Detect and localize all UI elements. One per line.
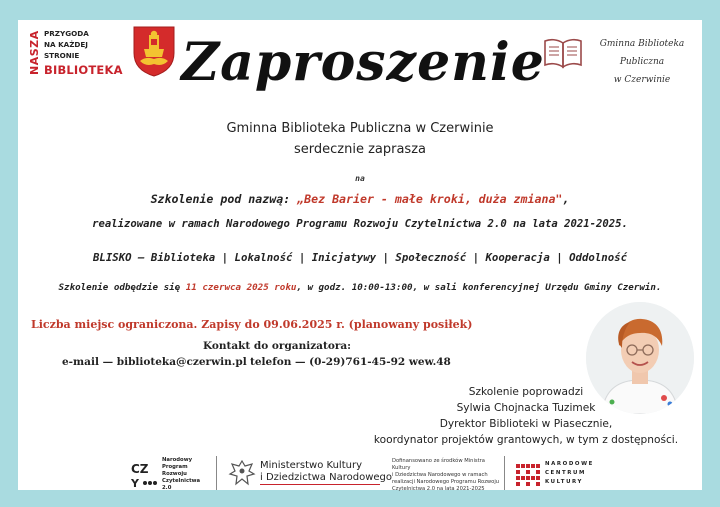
ministry-underline bbox=[260, 484, 380, 485]
date-prefix: Szkolenie odbędzie się bbox=[58, 282, 186, 293]
organizer-invites: serdecznie zaprasza bbox=[293, 142, 426, 157]
page-title: Zaproszenie bbox=[181, 32, 545, 93]
nprc-line: Narodowy bbox=[162, 457, 193, 463]
training-prefix: Szkolenie pod nazwą: bbox=[150, 192, 298, 206]
organizer-block bbox=[18, 118, 702, 160]
nck-logo-icon bbox=[516, 462, 540, 488]
nasza-logo-lines bbox=[44, 28, 89, 61]
values-line: BLISKO – Biblioteka | Lokalność | Inicjatywy | Społeczność | Kooperacja | Oddolność bbox=[92, 251, 628, 264]
ministry-line: i Dziedzictwa Narodowego bbox=[260, 472, 392, 483]
program-line: realizowane w ramach Narodowego Programu Rozwoju Czytelnictwa 2.0 na lata 2021-2025. bbox=[92, 218, 628, 230]
speaker-role: Dyrektor Biblioteki w Piasecznie, bbox=[439, 418, 613, 430]
training-line bbox=[18, 192, 702, 206]
funding-line: realizacji Narodowego Programu Rozwoju bbox=[392, 479, 500, 485]
nprc-logo-text bbox=[162, 457, 200, 492]
nck-logo-text bbox=[545, 460, 594, 487]
date-line bbox=[18, 282, 702, 293]
coat-of-arms-icon bbox=[132, 25, 176, 77]
footer-logos bbox=[120, 452, 600, 498]
funding-line: i Dziedzictwa Narodowego w ramach bbox=[392, 472, 488, 478]
contact-heading: Kontakt do organizatora: bbox=[202, 340, 352, 352]
contact-email[interactable]: e-mail — biblioteka@czerwin.pl bbox=[62, 356, 247, 368]
library-name-line: Gminna Biblioteka Publiczna bbox=[599, 39, 685, 67]
nck-line: KULTURY bbox=[545, 479, 584, 485]
funding-note bbox=[392, 458, 502, 493]
contact-phone[interactable]: telefon — (0-29)761-45-92 wew.48 bbox=[250, 356, 451, 368]
speaker-intro: Szkolenie poprowadzi bbox=[468, 386, 584, 398]
nasza-line: PRZYGODA bbox=[44, 29, 89, 38]
ministry-logo-text bbox=[260, 460, 392, 484]
library-name-line: w Czerwinie bbox=[613, 75, 671, 85]
registration-limit: Liczba miejsc ograniczona. Zapisy do 09.06.2025 r. (planowany posiłek) bbox=[31, 318, 473, 331]
invitation-page bbox=[18, 20, 702, 490]
date-value: 11 czerwca 2025 roku bbox=[185, 282, 297, 293]
svg-text:Y: Y bbox=[131, 477, 139, 490]
nprc-line: Czytelnictwa bbox=[162, 478, 201, 484]
training-name: „Bez Barier - małe kroki, duża zmiana" bbox=[297, 192, 563, 206]
footer-divider bbox=[216, 456, 217, 490]
library-logo-name bbox=[584, 35, 700, 89]
nasza-line: NA KAŻDEJ bbox=[44, 40, 88, 49]
book-icon bbox=[543, 35, 583, 69]
training-suffix: , bbox=[562, 192, 570, 206]
speaker-info bbox=[358, 384, 694, 448]
nprc-line: Rozwoju bbox=[162, 471, 187, 477]
footer-divider bbox=[504, 456, 505, 490]
eagle-icon bbox=[228, 458, 256, 488]
na-word: na bbox=[355, 174, 365, 183]
nprc-line: 2.0 bbox=[162, 485, 172, 491]
date-suffix: , w godz. 10:00-13:00, w sali konferencyjnej Urzędu Gminy Czerwin. bbox=[296, 282, 662, 293]
nasza-line: STRONIE bbox=[44, 51, 80, 60]
nasza-logo-vertical: NASZA bbox=[28, 30, 41, 76]
funding-line: Dofinansowano ze środków Ministra Kultury bbox=[392, 458, 485, 471]
ministry-line: Ministerstwo Kultury bbox=[260, 460, 362, 471]
nprc-logo-icon bbox=[130, 460, 158, 490]
speaker-description: koordynator projektów grantowych, w tym z dostępności. bbox=[373, 434, 679, 446]
svg-text:CZ: CZ bbox=[131, 462, 149, 476]
organizer-name: Gminna Biblioteka Publiczna w Czerwinie bbox=[226, 121, 494, 136]
nck-line: NARODOWE bbox=[545, 461, 594, 467]
speaker-name: Sylwia Chojnacka Tuzimek bbox=[456, 402, 596, 414]
nck-line: CENTRUM bbox=[545, 470, 586, 476]
nasza-logo-biblioteka: BIBLIOTEKA bbox=[44, 63, 123, 77]
nprc-line: Program bbox=[162, 464, 188, 470]
funding-line: Czytelnictwa 2.0 na lata 2021-2025 bbox=[392, 486, 485, 492]
